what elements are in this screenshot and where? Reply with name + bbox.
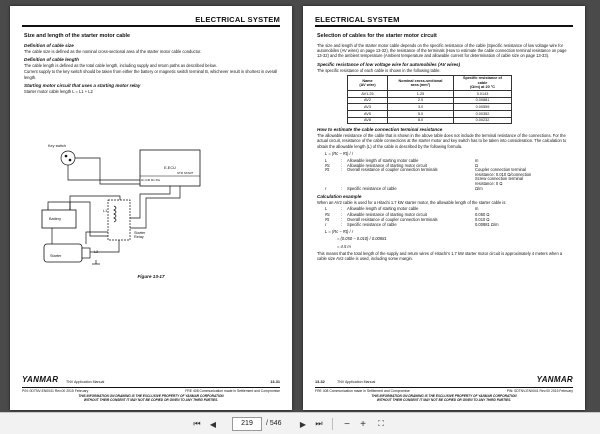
table-row (348, 97, 512, 104)
page-content (24, 33, 280, 95)
fre-notice: FRE 408 Communication made in Settlement and Compromise (315, 389, 410, 393)
copyright-warning: THIS INFORMATION ON DRAWING IS THE EXCLUSIVE PROPERTY OF YANMAR CORPORATION WITHOUT THEIR CONSENT IT MAY NOT BE COPIED OR GIVEN TO ANY THIRD PARTIES. (371, 394, 517, 402)
table-cell: AV1.25 (348, 91, 388, 98)
paragraph: When an AV2 cable is used for a Hitachi 1.7 kW starter motor, the allowable length of the starter cable is: (317, 200, 507, 206)
page-number-input[interactable]: 219 (232, 417, 262, 431)
page-header (315, 13, 573, 27)
table-cell: 0.00881 (454, 97, 512, 104)
calc-row: Rt : Overall resistance of coupler connection terminals 0.010 Ω (325, 216, 490, 222)
last-page-icon[interactable]: ⏭ (315, 419, 323, 428)
table-header: Nominal cross-sectional area (mm²) (388, 75, 454, 90)
section-title: Size and length of the starter motor cable (24, 33, 131, 39)
page-header (22, 13, 280, 27)
yanmar-logo: YANMAR (536, 375, 573, 384)
subsection-title: Definition of cable length (24, 57, 79, 63)
page-left (10, 6, 292, 410)
next-page-icon[interactable]: ▶ (299, 419, 307, 429)
page-number: 13-31 (270, 380, 280, 384)
subsection-title: Definition of cable size (24, 43, 74, 48)
label-relay-terms: Hi LN0 Rn Rw (141, 178, 161, 182)
table-header: Name (AV wire) (348, 75, 388, 90)
table-cell: 1.25 (388, 91, 454, 98)
definition-row: Rc : Allowable resistance of starting motor circuit Ω (325, 163, 479, 169)
table-cell: 5.0 (388, 111, 454, 118)
fre-notice: FRE 408 Communication made in Settlement and Compromise (185, 389, 280, 393)
formula: L = (Rc − Rt) / r (325, 229, 354, 235)
label-battery: Battery (49, 217, 62, 221)
copyright-warning: THIS INFORMATION ON DRAWING IS THE EXCLUSIVE PROPERTY OF YANMAR CORPORATION WITHOUT THEIR CONSENT IT MAY NOT BE COPIED OR GIVEN TO ANY THIRD PARTIES. (78, 394, 224, 402)
page-right (303, 6, 585, 410)
fullscreen-icon[interactable]: ⛶ (378, 419, 384, 428)
calc-row: Rc : Allowable resistance of starting motor circuit 0.050 Ω (325, 211, 490, 217)
key-switch-icon (61, 151, 75, 165)
zoom-out-icon[interactable]: − (344, 418, 350, 430)
page-number: 13-32 (315, 380, 325, 384)
section-title: Selection of cables for the starter motor circuit (317, 33, 437, 39)
definition-row: Rt : Overall resistance of coupler connection terminals Coupler connection terminal resistance: 0.010 Ω/connection Screw connection terminal resistance: 0 Ω (325, 167, 532, 186)
label-key-switch: Key switch (48, 144, 67, 148)
part-number: P/N: 0DTNV-EN0041 Rev.00 2015 February (506, 389, 573, 393)
label-l2: L2 (94, 250, 99, 254)
label-starter: Starter (50, 254, 62, 258)
formula: = (0.050 − 0.010) / 0.00881 (337, 236, 387, 242)
header-title: ELECTRICAL SYSTEM (195, 15, 280, 24)
table-cell: 0.00232 (454, 117, 512, 124)
paragraph: The specific resistance of each cable is shown in the following table. (317, 67, 441, 73)
first-page-icon[interactable]: ⏮ (193, 419, 201, 428)
definition-row: r : Specific resistance of cable Ω/m (325, 186, 483, 192)
subsection-title: Specific resistance of low voltage wire for automobiles (AV wires) (317, 61, 461, 67)
starter-relay-icon (108, 200, 130, 240)
table-cell: 3.0 (388, 104, 454, 111)
page-footer (22, 375, 280, 406)
table-cell: 8.0 (388, 117, 454, 124)
subsection-title: Starting motor circuit that uses a starting motor relay (24, 82, 141, 88)
paragraph: Starter motor cable length L = L1 + L2 (24, 88, 93, 94)
table-row (348, 117, 512, 124)
label-starter-relay: Starter Relay (134, 231, 146, 239)
paragraph: Current supply to the key switch should be taken from either the battery or magnetic switch terminal B, whichever result in shortest in overall length. (24, 69, 278, 80)
wiring-diagram (40, 136, 240, 266)
table-cell: 0.00559 (454, 104, 512, 111)
table-row (348, 104, 512, 111)
zoom-in-icon[interactable]: + (360, 418, 366, 430)
header-title: ELECTRICAL SYSTEM (315, 15, 400, 24)
paragraph: This means that the total length of the supply and return wires of Hitachi's 1.7 kW starter motor circuit is approximately 4 meters when a cable size AV2 cable is used, including some margin. (317, 250, 563, 262)
calc-row: r : Specific resistance of cable 0.00881 Ω/m (325, 222, 499, 228)
yanmar-logo: YANMAR (22, 375, 59, 384)
subsection-title: How to estimate the cable connection terminal resistance (317, 127, 443, 133)
label-l1: L1 (103, 209, 108, 213)
part-number: P/N: 0DTNV-EN0041 Rev.00 2015 February (22, 389, 89, 393)
paragraph: The size and length of the starter motor cable depends on the specific resistance of the cable (Specific resistance of low voltage wire for automobiles (AV wires) on page 13-32), the resistance of the terminals (How to estimate the cable connection terminal resistance on page 13-32) and the ambient temperature (Ambient temperature and allowable current for determination of cable size on page 13-33). (317, 43, 567, 59)
table-cell: AV2 (348, 97, 388, 104)
subsection-title: Calculation example (317, 194, 362, 200)
paragraph: The cable size is defined as the nominal cross-sectional area of the starter motor cable conductor. (24, 49, 202, 54)
table-cell: AV3 (348, 104, 388, 111)
table-cell: 0.0143 (454, 91, 512, 98)
table-cell: 0.00352 (454, 111, 512, 118)
manual-name: TNV Application Manual (337, 380, 376, 384)
table-row (348, 111, 512, 118)
calc-row: L : Allowable length of starting motor cable m (325, 206, 479, 212)
formula: = 4.5 m (337, 243, 351, 249)
formula: L = (Rc − Rt) / r (325, 150, 354, 156)
page-content (317, 33, 573, 262)
page-footer (315, 375, 573, 406)
manual-name: TNV Application Manual (66, 380, 105, 384)
label-ecu: E-ECU (164, 166, 176, 170)
figure-caption: Figure 13-17 (137, 274, 165, 279)
definition-row: L : Allowable length of starting motor cable m (325, 158, 479, 163)
resistance-table (347, 75, 512, 124)
label-str-start: STR START (177, 171, 194, 175)
table-cell: AV5 (348, 111, 388, 118)
starter-motor-icon (44, 244, 82, 262)
total-pages: / 546 (266, 420, 282, 427)
table-cell: 2.0 (388, 97, 454, 104)
viewer-toolbar (0, 412, 600, 434)
paragraph: The cable length is defined as the total cable length, including supply and return paths as described below. (24, 63, 217, 69)
paragraph: The allowable resistance of the cable that is shown in the above table does not include the terminal resistance of the connections. For the actual circuit, resistance of the cable connections at the starter motor and key switch has to be taken into consideration. The calculation to obtain the allowable length (L) of the cable is described by the following formula. (317, 133, 567, 149)
table-row (348, 91, 512, 98)
table-cell: AV8 (348, 117, 388, 124)
table-header: Specific resistance of cable (Ω/m) at 20 °C (454, 75, 512, 90)
prev-page-icon[interactable]: ◀ (209, 419, 217, 429)
